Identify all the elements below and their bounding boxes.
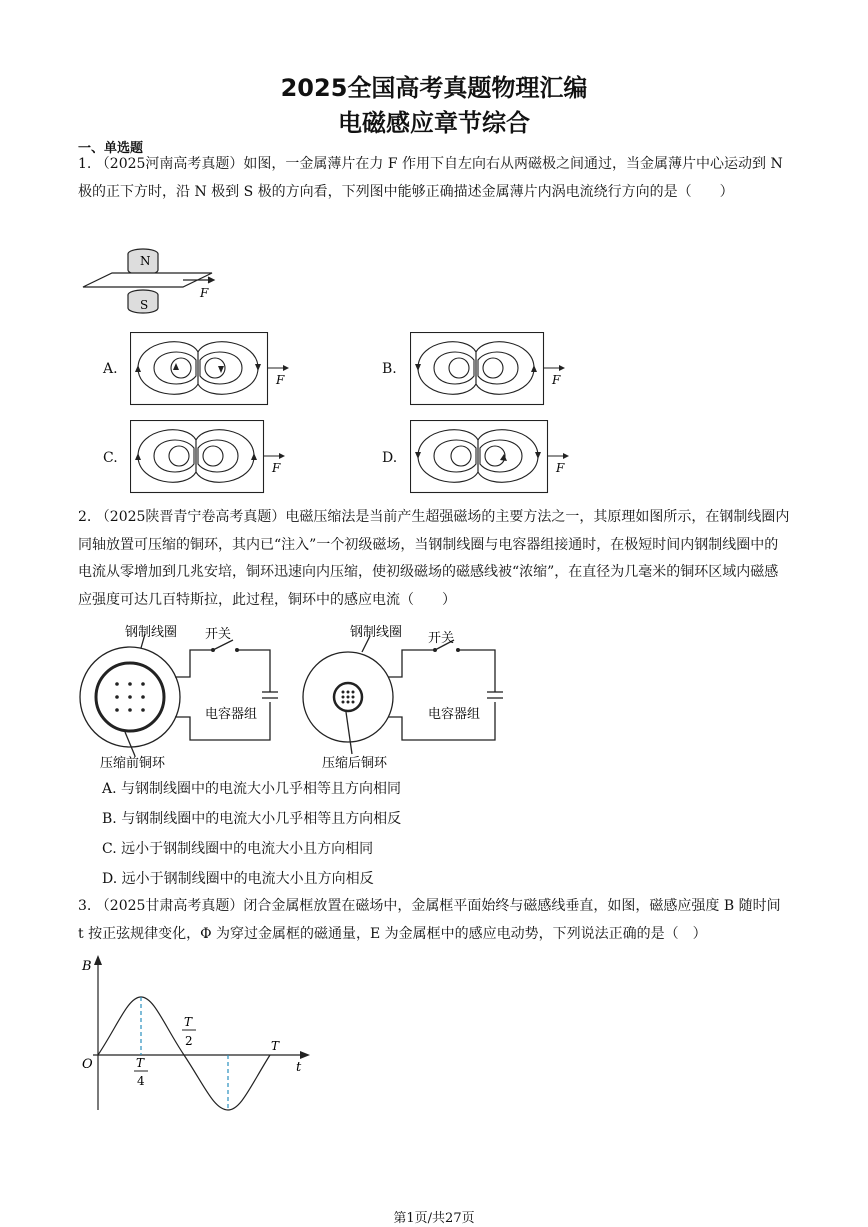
q2-option-c[interactable]: C. 远小于钢制线圈中的电流大小且方向相同: [102, 841, 374, 857]
q1-option-a-force: F: [276, 373, 285, 387]
q1-option-d-force: F: [556, 461, 565, 475]
q1-option-c-letter: C.: [103, 450, 118, 466]
q1-option-a-figure[interactable]: [130, 332, 290, 406]
q1-option-c-figure[interactable]: [130, 420, 290, 494]
page-subtitle: 电磁感应章节综合: [338, 109, 530, 137]
q1-option-b-force: F: [552, 373, 561, 387]
switch-label-right: 开关: [428, 631, 455, 646]
coil-label-left: 钢制线圈: [125, 625, 178, 640]
question-2-text: 2. （2025陕晋青宁卷高考真题）电磁压缩法是当前产生超强磁场的主要方法之一，其原理如图所示，在钢制线圈内同轴放置可压缩的铜环，其内已“注入”一个初级磁场，当钢制线圈与电容器组接通时，在极短时间内钢制线圈中的电流从零增加到几兆安培，铜环迅速向内压缩，使初级磁场的磁感线被“浓缩”，在直径为几毫米的铜环区域内磁感应强度可达几百特斯拉，此过程，铜环中的感应电流（ ）: [78, 509, 790, 608]
q3-b-t-graph: [78, 955, 318, 1115]
tick-quarter-num: T: [136, 1056, 145, 1070]
section-heading: 一、单选题: [78, 141, 144, 156]
n-pole-label: N: [140, 254, 151, 268]
question-1-text: 1. （2025河南高考真题）如图，一金属薄片在力 F 作用下自左向右从两磁极之间通过，当金属薄片中心运动到 N 极的正下方时，沿 N 极到 S 极的方向看，下列图中能够正确描述金属薄片内涡电流绕行方向的是（ ）: [78, 156, 783, 200]
q2-option-b[interactable]: B. 与钢制线圈中的电流大小几乎相等且方向相反: [102, 811, 402, 827]
page-number: 第1页/共27页: [393, 1211, 475, 1226]
tick-half-num: T: [184, 1015, 193, 1029]
tick-half-den: 2: [185, 1034, 193, 1048]
tick-quarter-den: 4: [137, 1074, 145, 1088]
q1-option-b-letter: B.: [382, 361, 397, 377]
q1-option-d-figure[interactable]: [410, 420, 575, 494]
q2-circuit-figure-right: [300, 622, 515, 772]
q1-option-d-letter: D.: [382, 450, 398, 466]
page-title: 2025全国高考真题物理汇编: [280, 74, 588, 102]
q1-magnet-figure: [80, 245, 220, 320]
q2-circuit-figure-left: [75, 622, 290, 772]
capacitor-label-right: 电容器组: [428, 707, 481, 722]
q2-option-a[interactable]: A. 与钢制线圈中的电流大小几乎相等且方向相同: [102, 781, 402, 797]
x-axis-label: t: [296, 1060, 302, 1075]
q1-option-b-figure[interactable]: [410, 332, 570, 406]
q1-option-a-letter: A.: [103, 361, 118, 377]
ring-label-left: 压缩前铜环: [100, 756, 166, 771]
ring-label-right: 压缩后铜环: [322, 756, 388, 771]
coil-label-right: 钢制线圈: [350, 625, 403, 640]
y-axis-label: B: [82, 959, 92, 974]
question-3-text: 3. （2025甘肃高考真题）闭合金属框放置在磁场中，金属框平面始终与磁感线垂直，如图，磁感应强度 B 随时间 t 按正弦规律变化，Φ 为穿过金属框的磁通量，E 为金属框中的感应电动势，下列说法正确的是（ ）: [78, 898, 781, 942]
force-label: F: [200, 286, 209, 300]
q1-option-c-force: F: [272, 461, 281, 475]
capacitor-label-left: 电容器组: [205, 707, 258, 722]
s-pole-label: S: [140, 298, 149, 312]
tick-full: T: [271, 1039, 280, 1053]
q2-option-d[interactable]: D. 远小于钢制线圈中的电流大小且方向相反: [102, 871, 374, 887]
origin-label: O: [82, 1057, 93, 1072]
switch-label-left: 开关: [205, 627, 232, 642]
